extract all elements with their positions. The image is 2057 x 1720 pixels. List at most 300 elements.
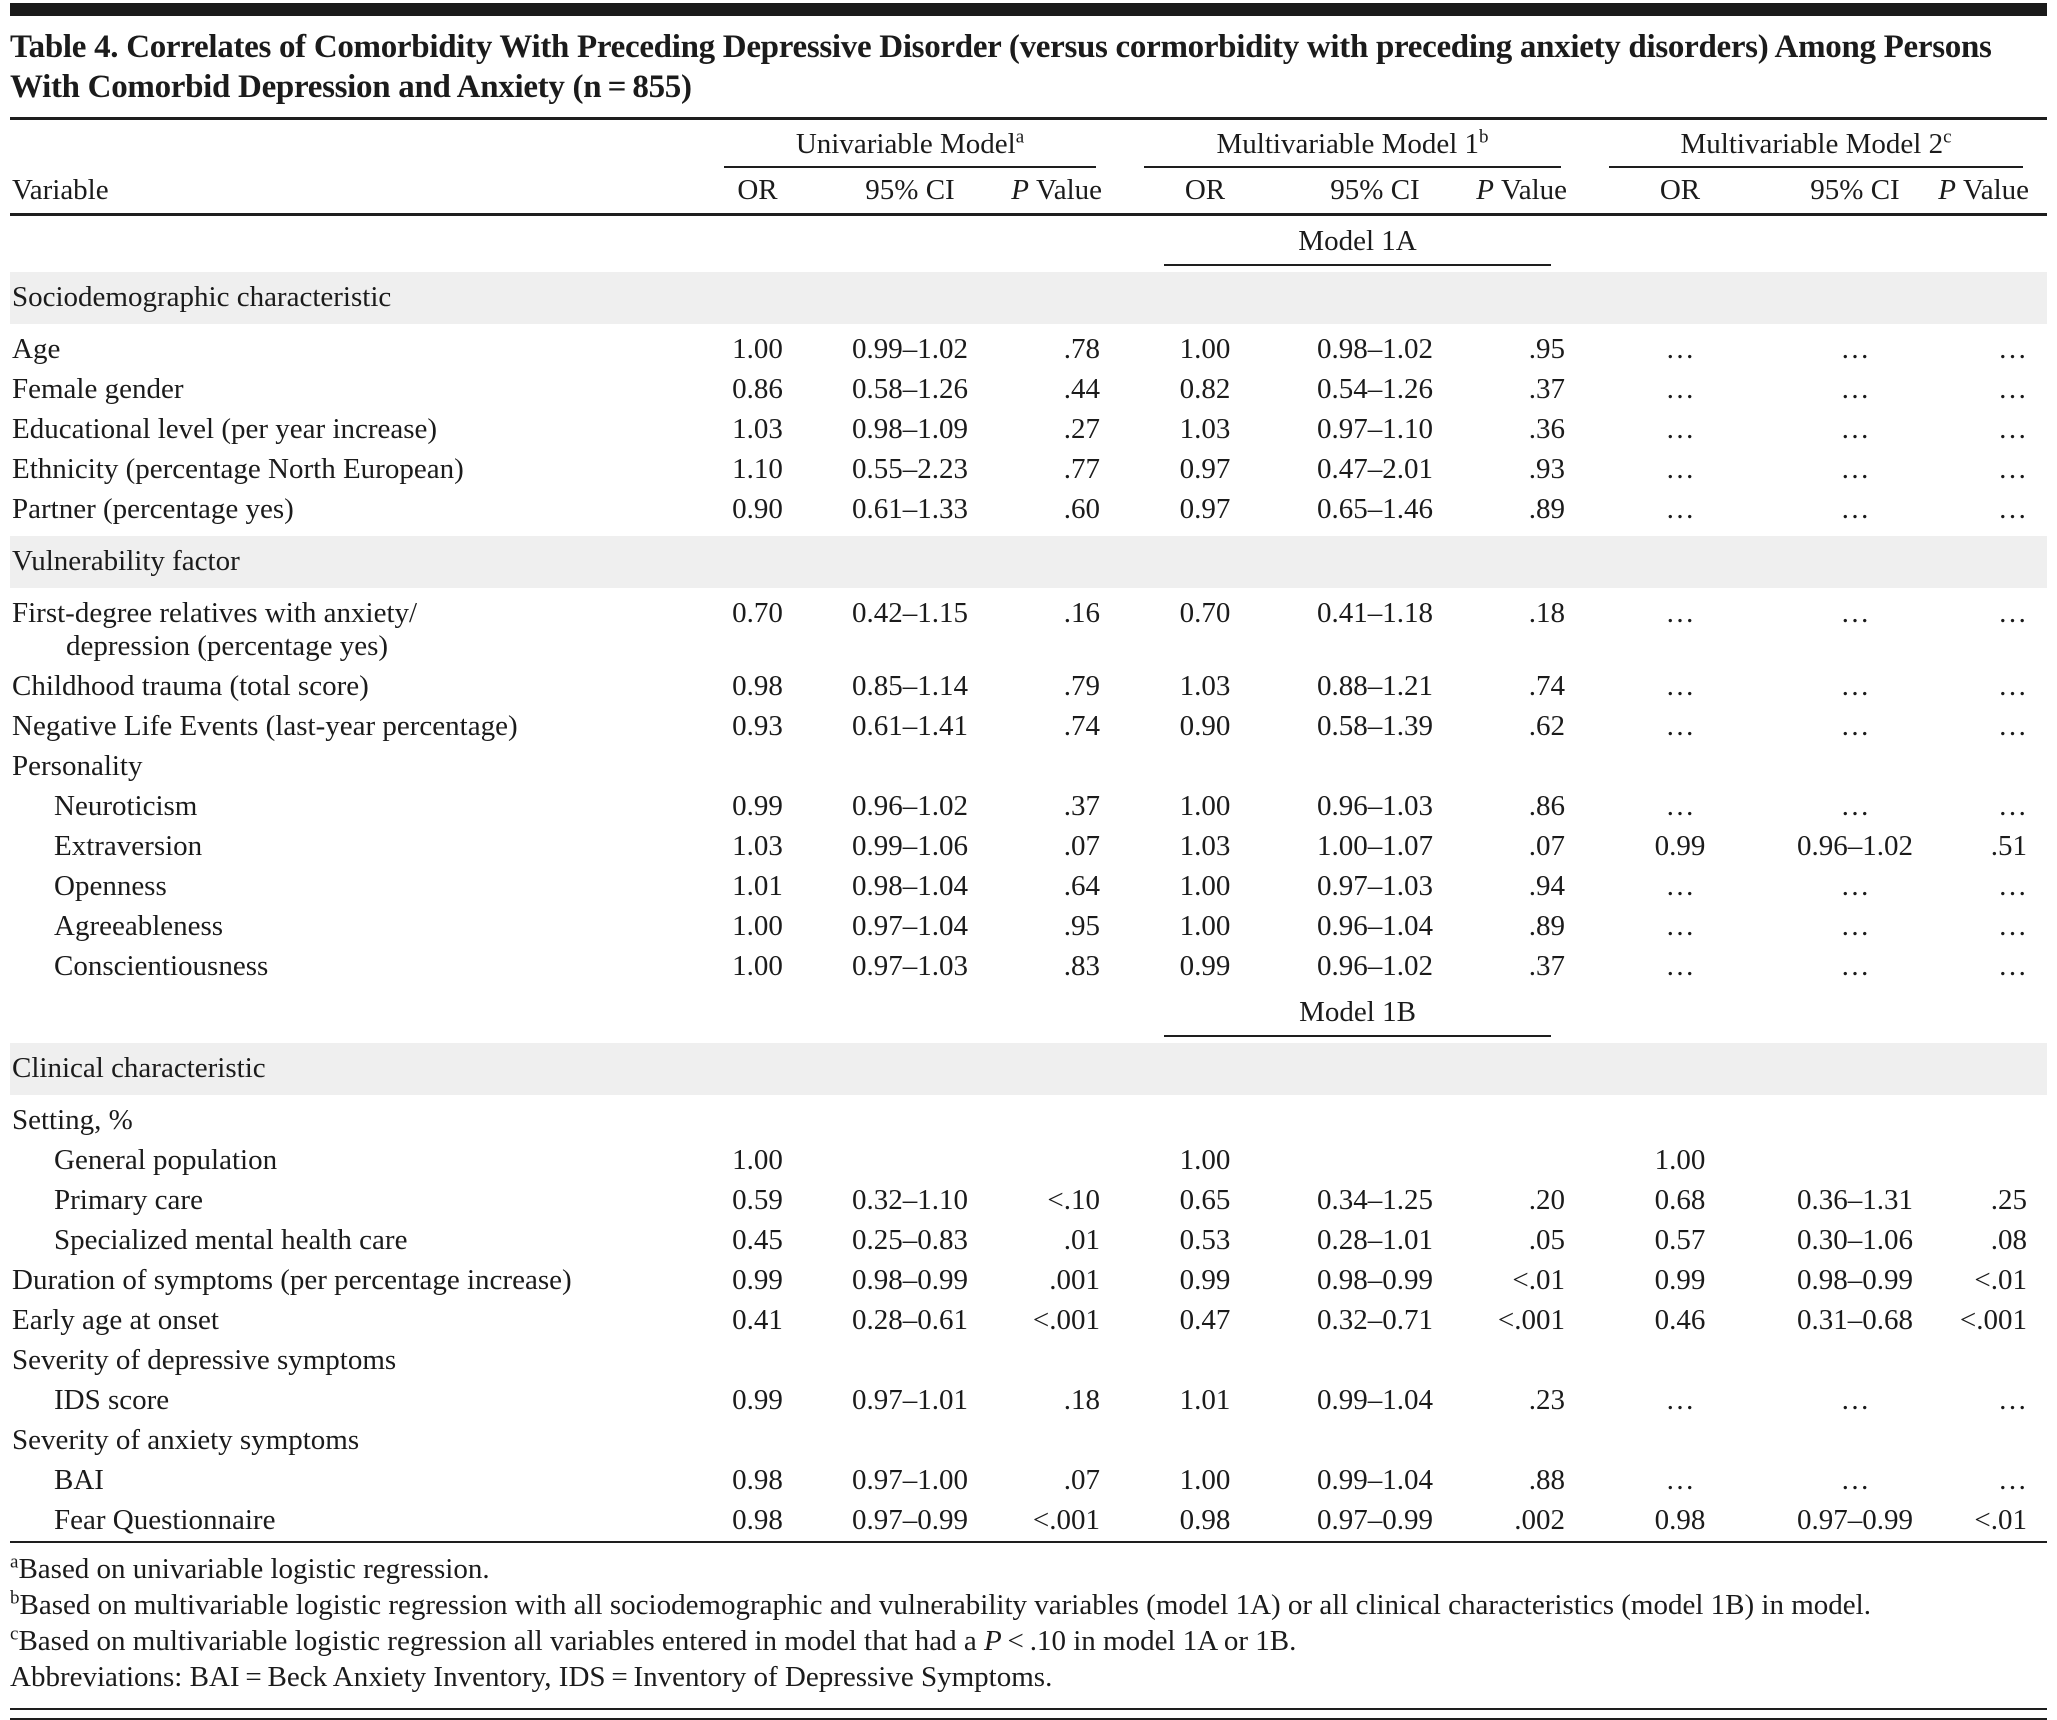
p-value: … — [1998, 1464, 2028, 1497]
ci-value — [1290, 1341, 1460, 1381]
ci-value: … — [1840, 373, 1870, 406]
variable-label: Extraversion — [54, 830, 203, 863]
or-value: 1.01 — [732, 870, 783, 903]
p-value: .83 — [1063, 950, 1101, 983]
p-value — [1460, 1141, 1585, 1181]
ci-value: 0.28–0.61 — [852, 1304, 968, 1337]
ci-value: 0.99–1.02 — [852, 333, 968, 366]
or-value: 1.03 — [1179, 830, 1231, 863]
ci-value: 0.58–1.26 — [852, 373, 968, 406]
p-value: .23 — [1528, 1384, 1566, 1417]
p-value: .94 — [1528, 870, 1566, 903]
ci-value: … — [1840, 413, 1870, 446]
or-value: 0.98 — [1654, 1504, 1706, 1537]
or-value: 0.99 — [1179, 950, 1231, 983]
or-value: 0.90 — [732, 493, 783, 526]
ci-value: 0.25–0.83 — [852, 1224, 968, 1257]
or-value: … — [1665, 710, 1695, 743]
or-value: 0.59 — [732, 1184, 783, 1217]
or-value — [1585, 1421, 1775, 1461]
p-value: .86 — [1528, 790, 1566, 823]
p-value: .18 — [1063, 1384, 1101, 1417]
variable-label: Educational level (per year increase) — [12, 413, 438, 446]
ci-value: 0.55–2.23 — [852, 453, 968, 486]
data-row — [10, 1141, 2047, 1181]
ci-value: 0.30–1.06 — [1797, 1224, 1914, 1257]
p-value: … — [1998, 710, 2028, 743]
ci-value — [815, 747, 1005, 787]
data-row — [10, 1181, 2047, 1221]
group-multivariable-model-2 — [1585, 120, 2047, 168]
or-value — [1585, 1341, 1775, 1381]
ci-value — [1775, 1341, 1935, 1381]
ci-value: 0.97–0.99 — [1317, 1504, 1434, 1537]
ci-value: 0.36–1.31 — [1797, 1184, 1914, 1217]
ci-column-header: 95% CI — [1810, 174, 1900, 207]
or-value: 1.00 — [1179, 790, 1231, 823]
p-value: .27 — [1063, 413, 1101, 446]
ci-value: 0.31–0.68 — [1797, 1304, 1914, 1337]
ci-value: 0.88–1.21 — [1317, 670, 1434, 703]
ci-value: 0.54–1.26 — [1317, 373, 1434, 406]
ci-value — [815, 1341, 1005, 1381]
ci-value: 0.96–1.02 — [852, 790, 968, 823]
p-value-column-header — [1005, 168, 1120, 215]
variable-label: First-degree relatives with anxiety/ depression (percentage yes) — [12, 597, 418, 663]
value-label: Value — [1963, 174, 2030, 207]
or-column-header: OR — [1184, 174, 1226, 207]
column-header-row — [10, 168, 2047, 215]
or-value: 1.01 — [1179, 1384, 1231, 1417]
p-value: .37 — [1063, 790, 1101, 823]
or-value: 0.98 — [1179, 1504, 1231, 1537]
p-label: P — [1938, 174, 1956, 207]
section-label: Sociodemographic characteristic — [10, 269, 2047, 327]
p-value: .77 — [1063, 453, 1101, 486]
group-multivariable-model-1 — [1120, 120, 1585, 168]
variable-label: Age — [12, 333, 61, 366]
p-value: <.01 — [1512, 1264, 1566, 1297]
or-value: 1.00 — [1179, 1144, 1231, 1177]
or-value — [700, 1098, 815, 1141]
p-value — [1935, 747, 2047, 787]
p-value — [1460, 1421, 1585, 1461]
data-row — [10, 827, 2047, 867]
p-value: … — [1998, 910, 2028, 943]
section-row — [10, 533, 2047, 591]
or-value: 0.53 — [1179, 1224, 1231, 1257]
or-value — [1120, 1421, 1290, 1461]
ci-value: 0.99–1.06 — [852, 830, 968, 863]
variable-label: Conscientiousness — [54, 950, 269, 983]
p-value — [1460, 747, 1585, 787]
p-value: .51 — [1990, 830, 2028, 863]
p-value: .89 — [1528, 910, 1566, 943]
abbreviations-note: Abbreviations: BAI = Beck Anxiety Inventory, IDS = Inventory of Depressive Symptoms. — [10, 1661, 1053, 1694]
or-value: 0.99 — [732, 1264, 783, 1297]
p-value: .07 — [1063, 830, 1101, 863]
or-value: … — [1665, 493, 1695, 526]
data-row — [10, 1221, 2047, 1261]
variable-label: Partner (percentage yes) — [12, 493, 294, 526]
value-label: Value — [1035, 174, 1103, 207]
or-value: … — [1665, 1464, 1695, 1497]
or-value — [1120, 1098, 1290, 1141]
group-header-row — [10, 120, 2047, 168]
p-value: .78 — [1063, 333, 1101, 366]
ci-value: 0.34–1.25 — [1317, 1184, 1434, 1217]
or-value: … — [1665, 373, 1695, 406]
variable-column-header: Variable — [12, 174, 109, 207]
variable-header-spacer — [10, 120, 700, 168]
p-value: … — [1998, 413, 2028, 446]
p-value — [1935, 1341, 2047, 1381]
ci-value — [1775, 1098, 1935, 1141]
table-header — [10, 120, 2047, 215]
p-value — [1005, 1421, 1120, 1461]
or-value: 0.97 — [1179, 493, 1231, 526]
or-value: … — [1665, 413, 1695, 446]
section-label: Clinical characteristic — [10, 1040, 2047, 1098]
ci-value: 0.97–1.01 — [852, 1384, 968, 1417]
ci-value: … — [1840, 670, 1870, 703]
or-value: 0.98 — [732, 1504, 783, 1537]
model-label: Model 1B — [1120, 987, 1585, 1040]
bottom-double-rule — [10, 1708, 2047, 1720]
data-row — [10, 410, 2047, 450]
p-value: … — [1998, 950, 2028, 983]
ci-value — [1290, 1098, 1460, 1141]
ci-value: 0.96–1.04 — [1317, 910, 1434, 943]
or-value: 0.97 — [1179, 453, 1231, 486]
or-value: 1.00 — [1654, 1144, 1706, 1177]
p-value: .07 — [1063, 1464, 1101, 1497]
or-value: … — [1665, 910, 1695, 943]
p-value: .60 — [1063, 493, 1101, 526]
p-value: .93 — [1528, 453, 1566, 486]
ci-value — [815, 1141, 1005, 1181]
or-value: 0.45 — [732, 1224, 783, 1257]
ci-value: … — [1840, 1464, 1870, 1497]
ci-value — [1290, 1141, 1460, 1181]
or-value: 0.99 — [1179, 1264, 1231, 1297]
p-value: … — [1998, 597, 2028, 630]
ci-value — [815, 1098, 1005, 1141]
p-value: .95 — [1528, 333, 1566, 366]
variable-label: Early age at onset — [12, 1304, 219, 1337]
variable-label: Duration of symptoms (per percentage increase) — [12, 1264, 572, 1297]
variable-label: Severity of anxiety symptoms — [12, 1424, 360, 1457]
or-value: 1.00 — [1179, 333, 1231, 366]
or-value: 0.65 — [1179, 1184, 1231, 1217]
or-value: 0.47 — [1179, 1304, 1231, 1337]
or-value: 1.03 — [1179, 670, 1231, 703]
model-row-spacer — [1585, 987, 2047, 1040]
or-value: … — [1665, 597, 1695, 630]
ci-value: 0.47–2.01 — [1317, 453, 1434, 486]
p-value: .07 — [1528, 830, 1566, 863]
data-row — [10, 947, 2047, 987]
group-label: Multivariable Model 2 — [1680, 128, 1944, 161]
ci-value: … — [1840, 910, 1870, 943]
or-value: 0.99 — [732, 790, 783, 823]
ci-value: 0.98–0.99 — [1317, 1264, 1434, 1297]
or-column-header: OR — [1659, 174, 1701, 207]
data-row — [10, 907, 2047, 947]
model-row-spacer — [10, 987, 1120, 1040]
p-value: .16 — [1063, 597, 1101, 630]
p-value: <.001 — [1032, 1504, 1101, 1537]
group-label: Univariable Model — [795, 128, 1016, 161]
ci-value: 0.97–1.04 — [852, 910, 968, 943]
or-value: 1.10 — [732, 453, 783, 486]
data-row — [10, 1261, 2047, 1301]
ci-value: 0.96–1.02 — [1317, 950, 1434, 983]
variable-label: Severity of depressive symptoms — [12, 1344, 397, 1377]
footnote-c: $^c$Based on multivariable logistic regression all variables entered in model that had a P < .10 in model 1A or 1B. — [10, 1623, 1297, 1658]
paper-table-page — [0, 3, 2057, 1720]
or-value: 0.98 — [732, 1464, 783, 1497]
p-value: .002 — [1514, 1504, 1566, 1537]
p-label: P — [1011, 174, 1029, 207]
or-value: 1.03 — [732, 830, 783, 863]
ci-value — [1775, 1141, 1935, 1181]
p-value: <.01 — [1974, 1504, 2028, 1537]
data-row — [10, 707, 2047, 747]
p-value: .95 — [1063, 910, 1101, 943]
ci-value: 0.58–1.39 — [1317, 710, 1434, 743]
or-value: 0.90 — [1179, 710, 1231, 743]
p-value — [1005, 1341, 1120, 1381]
or-value — [700, 1421, 815, 1461]
or-value: 0.68 — [1654, 1184, 1706, 1217]
p-value — [1460, 1341, 1585, 1381]
ci-value: … — [1840, 453, 1870, 486]
p-value: <.01 — [1974, 1264, 2028, 1297]
ci-value: 0.98–1.04 — [852, 870, 968, 903]
p-value: .88 — [1528, 1464, 1566, 1497]
p-value: <.001 — [1497, 1304, 1566, 1337]
ci-value: … — [1840, 1384, 1870, 1417]
variable-label: Agreeableness — [54, 910, 224, 943]
ci-value: 0.41–1.18 — [1317, 597, 1434, 630]
or-value: 1.03 — [1179, 413, 1231, 446]
p-value: <.10 — [1047, 1184, 1101, 1217]
or-value: 0.99 — [1654, 830, 1706, 863]
or-value — [700, 1341, 815, 1381]
ci-value: 0.96–1.03 — [1317, 790, 1434, 823]
p-value: … — [1998, 870, 2028, 903]
or-value: 0.70 — [732, 597, 783, 630]
ci-value: 0.96–1.02 — [1797, 830, 1914, 863]
section-row — [10, 1040, 2047, 1098]
or-value: 1.00 — [732, 1144, 783, 1177]
p-value: … — [1998, 670, 2028, 703]
ci-value: 0.99–1.04 — [1317, 1464, 1434, 1497]
or-value: 1.00 — [732, 950, 783, 983]
group-label: Multivariable Model 1 — [1216, 128, 1480, 161]
ci-value — [1775, 747, 1935, 787]
footnotes — [10, 1543, 2047, 1702]
footnote-b: $^b$Based on multivariable logistic regression with all sociodemographic and vulnerability variables (model 1A) or all clinical characteristics (model 1B) in model. — [10, 1587, 1871, 1622]
ci-value: 0.97–1.00 — [852, 1464, 968, 1497]
model-label-row — [10, 215, 2047, 270]
or-value: 1.00 — [732, 910, 783, 943]
p-value: .08 — [1990, 1224, 2028, 1257]
p-value: <.001 — [1959, 1304, 2028, 1337]
or-column-header: OR — [737, 174, 778, 207]
or-value: 0.99 — [1654, 1264, 1706, 1297]
or-value: 0.57 — [1654, 1224, 1706, 1257]
ci-value: 0.61–1.41 — [852, 710, 968, 743]
ci-column-header: 95% CI — [1330, 174, 1420, 207]
variable-label: Setting, % — [12, 1104, 133, 1137]
p-value: .74 — [1063, 710, 1101, 743]
variable-label: Childhood trauma (total score) — [12, 670, 369, 703]
p-value: .18 — [1528, 597, 1566, 630]
ci-value: 0.85–1.14 — [852, 670, 968, 703]
p-value: … — [1998, 333, 2028, 366]
p-value: … — [1998, 373, 2028, 406]
data-row — [10, 1381, 2047, 1421]
ci-value: 0.97–0.99 — [852, 1504, 968, 1537]
variable-label: IDS score — [54, 1384, 170, 1417]
p-value — [1460, 1098, 1585, 1141]
data-row — [10, 1501, 2047, 1541]
section-row — [10, 269, 2047, 327]
data-row — [10, 591, 2047, 667]
ci-value: … — [1840, 950, 1870, 983]
ci-value: 0.28–1.01 — [1317, 1224, 1434, 1257]
p-value: .44 — [1063, 373, 1101, 406]
top-rule-bar — [10, 3, 2047, 16]
p-value — [1935, 1141, 2047, 1181]
ci-value: 0.32–0.71 — [1317, 1304, 1434, 1337]
subheading-row — [10, 1421, 2047, 1461]
ci-value: … — [1840, 333, 1870, 366]
footnote-a: $^a$Based on univariable logistic regression. — [10, 1551, 490, 1586]
p-value: … — [1998, 1384, 2028, 1417]
ci-value — [1290, 1421, 1460, 1461]
p-value: .37 — [1528, 373, 1566, 406]
or-value: 0.99 — [732, 1384, 783, 1417]
or-value — [1120, 747, 1290, 787]
or-value: … — [1665, 333, 1695, 366]
p-label: P — [1476, 174, 1494, 207]
or-value: 0.98 — [732, 670, 783, 703]
or-value: 1.03 — [732, 413, 783, 446]
p-value-column-header — [1460, 168, 1585, 215]
or-value — [700, 747, 815, 787]
footnote-marker-b: b — [1479, 126, 1489, 148]
ci-value: 0.65–1.46 — [1317, 493, 1434, 526]
ci-value: … — [1840, 790, 1870, 823]
variable-label: Fear Questionnaire — [54, 1504, 276, 1537]
p-value: .20 — [1528, 1184, 1566, 1217]
variable-label: Female gender — [12, 373, 184, 406]
ci-value — [1290, 747, 1460, 787]
p-value: .36 — [1528, 413, 1566, 446]
p-value — [1935, 1421, 2047, 1461]
data-row — [10, 370, 2047, 410]
or-value: … — [1665, 670, 1695, 703]
ci-value: 0.97–0.99 — [1797, 1504, 1914, 1537]
or-value — [1585, 1098, 1775, 1141]
or-value: 0.86 — [732, 373, 783, 406]
model-label: Model 1A — [1120, 215, 1585, 270]
p-value — [1005, 1141, 1120, 1181]
or-value — [1585, 747, 1775, 787]
ci-value: 0.97–1.03 — [1317, 870, 1434, 903]
ci-value: 0.97–1.10 — [1317, 413, 1434, 446]
model-label-row — [10, 987, 2047, 1040]
ci-value: 0.42–1.15 — [852, 597, 968, 630]
or-value: 1.00 — [732, 333, 783, 366]
p-value: .37 — [1528, 950, 1566, 983]
ci-value — [1775, 1421, 1935, 1461]
data-row — [10, 1461, 2047, 1501]
footnote-marker-c: c — [1943, 126, 1952, 148]
or-value — [1120, 1341, 1290, 1381]
or-value: … — [1665, 790, 1695, 823]
p-value: .74 — [1528, 670, 1566, 703]
data-row — [10, 490, 2047, 533]
or-value: … — [1665, 1384, 1695, 1417]
p-value — [1935, 1098, 2047, 1141]
data-row — [10, 450, 2047, 490]
p-value: <.001 — [1032, 1304, 1101, 1337]
variable-label: Personality — [12, 750, 143, 783]
ci-value: 0.98–1.02 — [1317, 333, 1434, 366]
variable-label: Negative Life Events (last-year percentage) — [12, 710, 518, 743]
p-value-column-header — [1935, 168, 2047, 215]
data-row — [10, 327, 2047, 370]
data-row — [10, 1301, 2047, 1341]
ci-value: … — [1840, 597, 1870, 630]
ci-value — [815, 1421, 1005, 1461]
or-value: 0.70 — [1179, 597, 1231, 630]
p-value — [1005, 747, 1120, 787]
p-value: … — [1998, 790, 2028, 823]
variable-label: General population — [54, 1144, 278, 1177]
model-row-spacer — [1585, 215, 2047, 270]
ci-value: 0.97–1.03 — [852, 950, 968, 983]
data-row — [10, 867, 2047, 907]
value-label: Value — [1500, 174, 1568, 207]
ci-value: 0.32–1.10 — [852, 1184, 968, 1217]
data-row — [10, 787, 2047, 827]
variable-label: Neuroticism — [54, 790, 198, 823]
p-value: .25 — [1990, 1184, 2028, 1217]
or-value: 0.41 — [732, 1304, 783, 1337]
or-value: … — [1665, 870, 1695, 903]
p-value: .64 — [1063, 870, 1101, 903]
group-univariable-model — [700, 120, 1120, 168]
section-label: Vulnerability factor — [10, 533, 2047, 591]
or-value: 1.00 — [1179, 910, 1231, 943]
p-value: … — [1998, 453, 2028, 486]
data-row — [10, 667, 2047, 707]
ci-value: 0.61–1.33 — [852, 493, 968, 526]
or-value: … — [1665, 950, 1695, 983]
variable-label: Primary care — [54, 1184, 203, 1217]
ci-value: … — [1840, 710, 1870, 743]
ci-value: 0.98–0.99 — [1797, 1264, 1914, 1297]
ci-value: 0.98–1.09 — [852, 413, 968, 446]
table-body — [10, 215, 2047, 1542]
p-value: … — [1998, 493, 2028, 526]
or-value: 1.00 — [1179, 870, 1231, 903]
